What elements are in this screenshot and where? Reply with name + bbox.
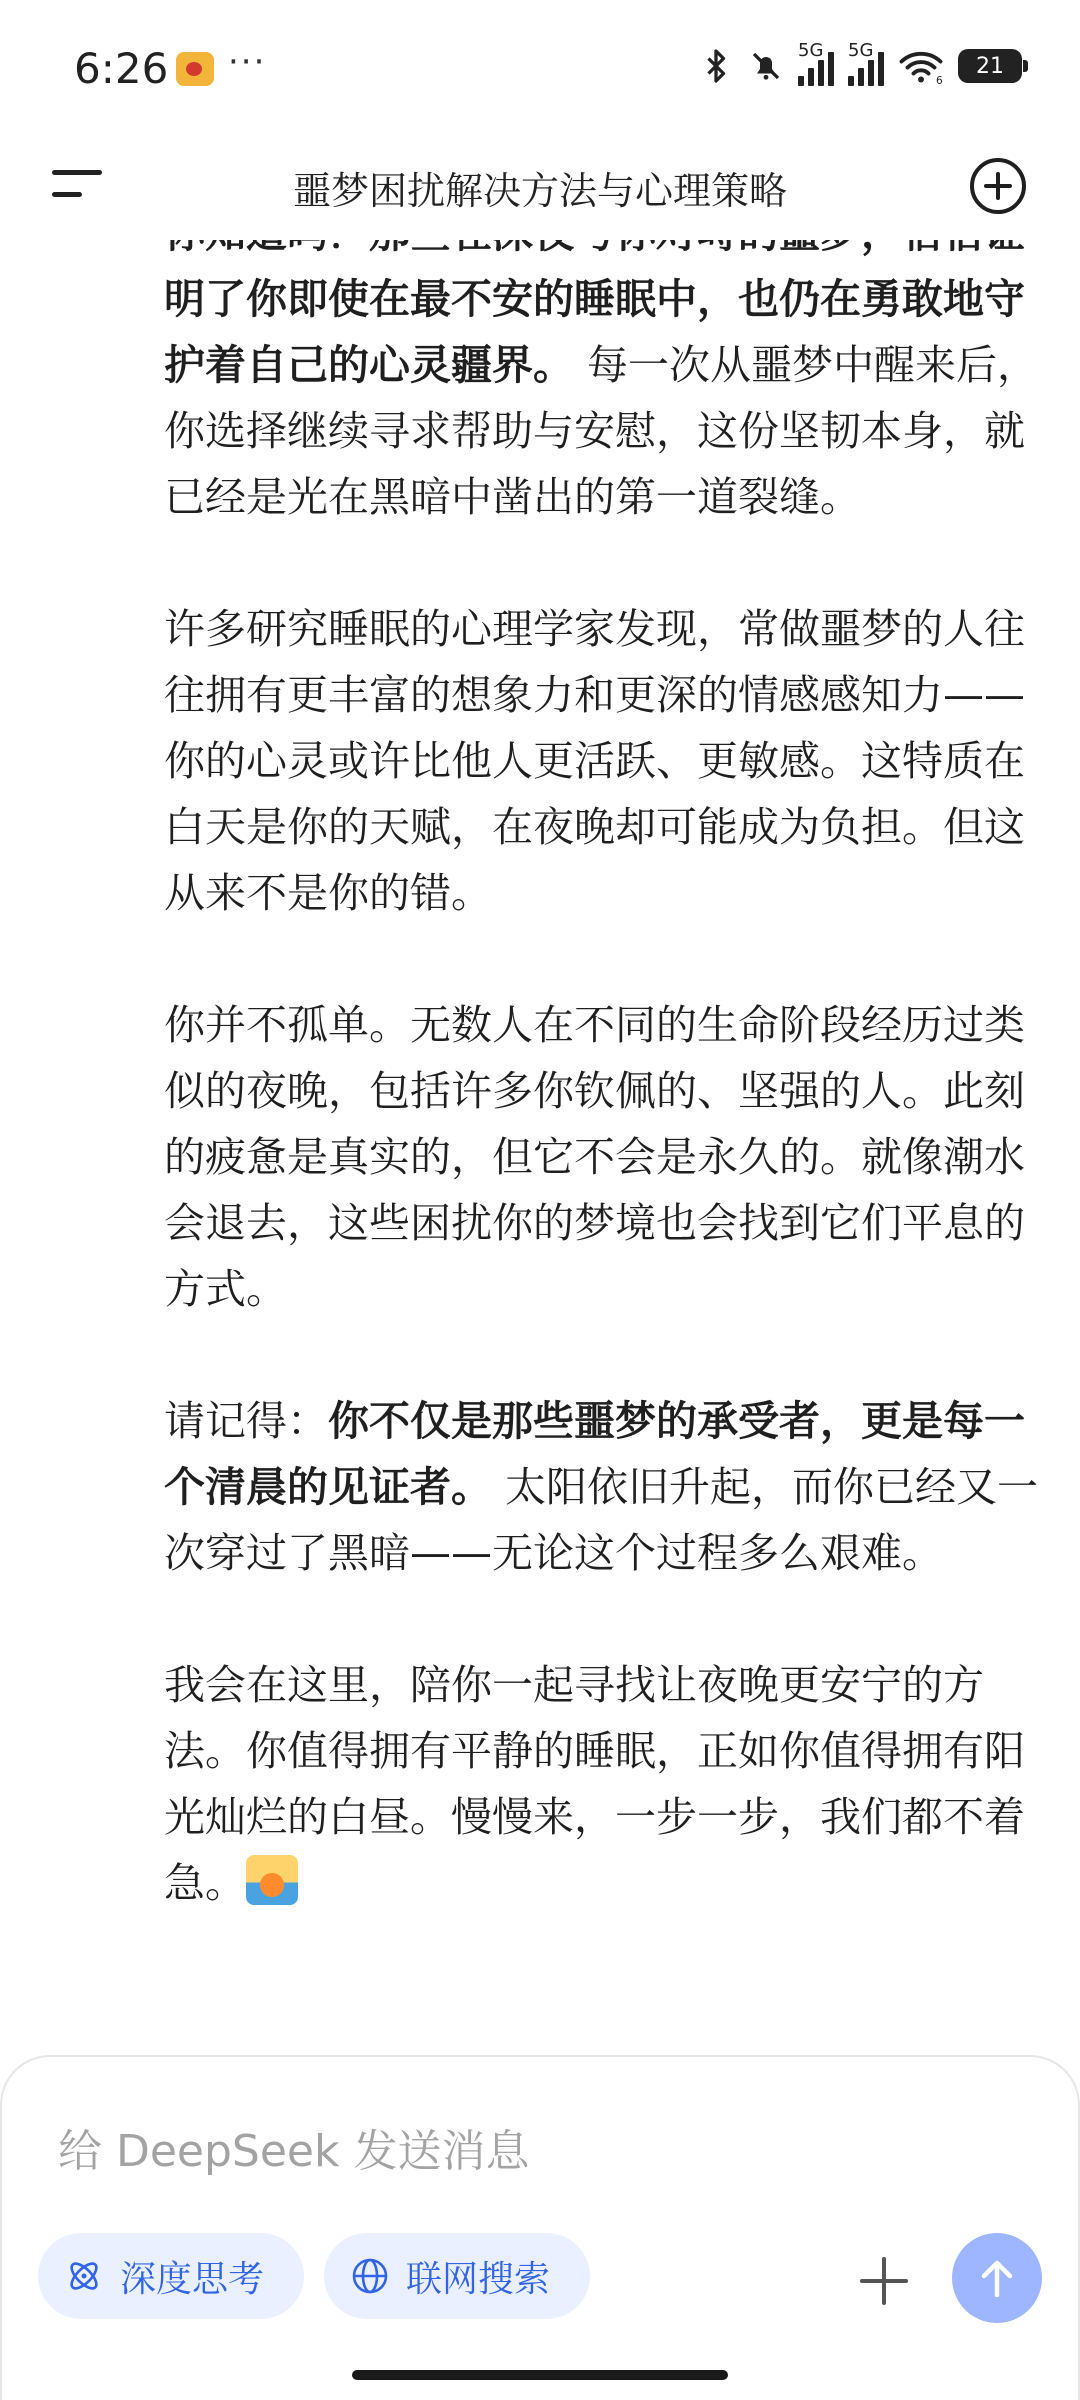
message-paragraph-1-bold: 明了你即使在最不安的睡眠中，也仍在勇敢地守护着自己的心灵疆界。 xyxy=(164,275,1025,389)
battery-indicator: 21 xyxy=(958,49,1022,83)
assistant-message xyxy=(164,200,1044,1982)
new-chat-icon[interactable] xyxy=(968,156,1028,216)
svg-text:6: 6 xyxy=(936,75,943,84)
sunrise-emoji-icon xyxy=(246,1855,298,1905)
message-paragraph-1-text: 每一次从噩梦中醒来后，你选择继续寻求帮助与安慰，这份坚韧本身，就已经是光在黑暗中凿出的第一道裂缝。 xyxy=(164,341,1039,521)
message-paragraph-5 xyxy=(164,1652,1044,1916)
message-paragraph-4-bold: 你不仅是那些噩梦的承受者，更是每一个清晨的见证者。 xyxy=(164,1397,1025,1511)
message-paragraph-1 xyxy=(164,200,1044,530)
arrow-up-icon xyxy=(974,2255,1020,2301)
weibo-notification-icon xyxy=(176,52,214,86)
attach-plus-icon[interactable] xyxy=(858,2255,910,2307)
status-time: 6:26 xyxy=(74,44,169,93)
message-paragraph-2: 许多研究睡眠的心理学家发现，常做噩梦的人往往拥有更丰富的想象力和更深的情感感知力——你的心灵或许比他人更活跃、更敏感。这特质在白天是你的天赋，在夜晚却可能成为负担。但这从来不是你的错。 xyxy=(164,605,1025,917)
atom-icon xyxy=(64,2256,104,2296)
web-search-button[interactable] xyxy=(324,2233,590,2319)
more-notifications-icon: ··· xyxy=(228,42,267,82)
signal-2-icon: 5G xyxy=(848,46,884,86)
home-indicator[interactable] xyxy=(352,2370,728,2380)
web-search-label: 联网搜索 xyxy=(406,2258,551,2300)
message-composer xyxy=(0,2055,1080,2400)
chat-title: 噩梦困扰解决方法与心理策略 xyxy=(292,169,787,213)
status-bar xyxy=(0,0,1080,130)
wifi-icon xyxy=(898,48,944,84)
message-paragraph-3: 你并不孤单。无数人在不同的生命阶段经历过类似的夜晚，包括许多你钦佩的、坚强的人。此刻的疲惫是真实的，但它不会是永久的。就像潮水会退去，这些困扰你的梦境也会找到它们平息的方式。 xyxy=(164,1001,1025,1313)
status-icons xyxy=(698,40,1022,86)
deep-think-label: 深度思考 xyxy=(120,2258,265,2300)
message-paragraph-4-text: 太阳依旧升起，而你已经又一次穿过了黑暗——无论这个过程多么艰难。 xyxy=(164,1463,1039,1577)
message-paragraph-4 xyxy=(164,1388,1044,1586)
deep-think-button[interactable] xyxy=(38,2233,304,2319)
send-button[interactable] xyxy=(952,2233,1042,2323)
globe-icon xyxy=(350,2256,390,2296)
bluetooth-icon xyxy=(698,46,734,86)
chat-header xyxy=(0,130,1080,240)
signal-1-icon: 5G xyxy=(798,46,834,86)
message-input[interactable]: 给 DeepSeek 发送消息 xyxy=(58,2126,530,2177)
message-paragraph-4-prefix: 请记得： xyxy=(164,1397,328,1445)
mute-icon xyxy=(748,46,784,86)
message-paragraph-5-text: 我会在这里，陪你一起寻找让夜晚更安宁的方法。你值得拥有平静的睡眠，正如你值得拥有阳光灿烂的白昼。慢慢来，一步一步，我们都不着急。 xyxy=(164,1661,1025,1907)
